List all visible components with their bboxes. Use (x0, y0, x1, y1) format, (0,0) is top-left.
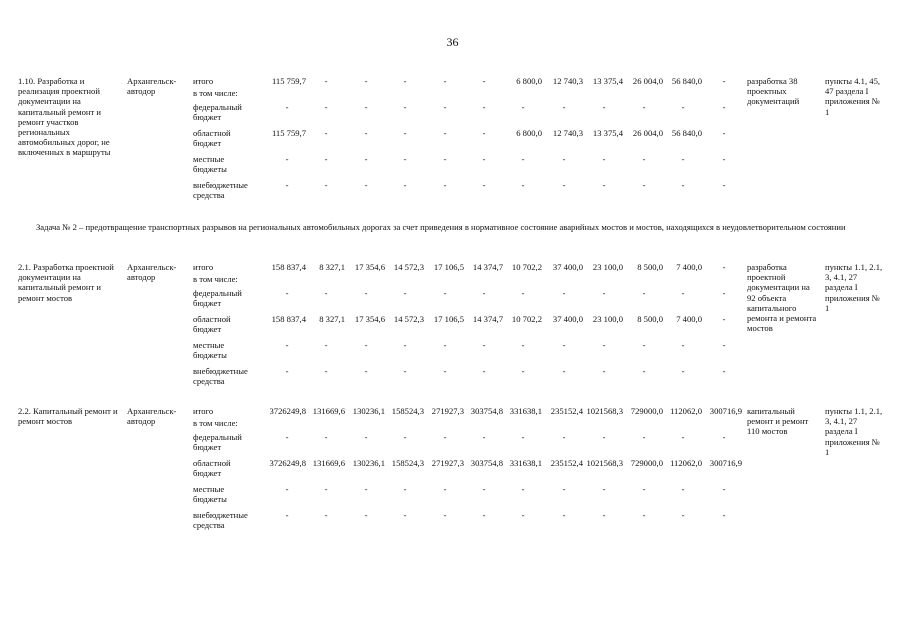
table-cell: 17 106,5 (433, 262, 464, 272)
table-cell: 1021568,3 (586, 458, 623, 468)
table-cell: - (722, 180, 726, 190)
table-cell: - (722, 432, 726, 442)
table-cell: - (324, 510, 328, 520)
table-cell: - (285, 366, 289, 376)
table-cell: 235152,4 (550, 458, 583, 468)
table-cell: - (403, 340, 407, 350)
table-cell: 17 354,6 (354, 262, 385, 272)
table-cell: - (364, 102, 368, 112)
table-cell: - (642, 288, 646, 298)
funding-source-label: местные бюджеты (193, 340, 227, 361)
table-cell: - (521, 484, 525, 494)
table-cell: - (602, 366, 606, 376)
table-cell: 37 400,0 (552, 314, 583, 324)
table-cell: - (722, 484, 726, 494)
measure-name: 2.2. Капитальный ремонт и ремонт мостов (18, 406, 118, 427)
table-cell: - (521, 102, 525, 112)
table-cell: - (722, 340, 726, 350)
table-cell: 130236,1 (352, 406, 385, 416)
table-cell: - (562, 154, 566, 164)
table-cell: - (285, 484, 289, 494)
table-cell: - (642, 432, 646, 442)
table-cell: 37 400,0 (552, 262, 583, 272)
table-cell: - (722, 262, 726, 272)
table-cell: 7 400,0 (676, 314, 702, 324)
table-cell: - (722, 510, 726, 520)
table-cell: - (722, 76, 726, 86)
table-cell: - (642, 154, 646, 164)
table-cell: 14 374,7 (472, 314, 503, 324)
references: пункты 1.1, 2.1, 3, 4.1, 27 раздела I приложения № 1 (825, 262, 883, 313)
table-cell: 158 837,4 (271, 262, 306, 272)
table-cell: - (364, 128, 368, 138)
table-cell: - (722, 288, 726, 298)
funding-source-label: федеральный бюджет (193, 432, 242, 453)
funding-source-label: внебюджетные средства (193, 510, 248, 531)
table-cell: - (443, 510, 447, 520)
table-cell: - (403, 510, 407, 520)
table-cell: - (482, 340, 486, 350)
table-cell: - (521, 288, 525, 298)
table-cell: - (324, 288, 328, 298)
table-cell: 271927,3 (431, 458, 464, 468)
table-cell: 3726249,8 (269, 458, 306, 468)
table-cell: - (602, 154, 606, 164)
table-cell: 3726249,8 (269, 406, 306, 416)
table-cell: 13 375,4 (592, 76, 623, 86)
table-cell: - (324, 154, 328, 164)
table-cell: 131669,6 (312, 458, 345, 468)
table-cell: - (443, 340, 447, 350)
table-cell: - (562, 102, 566, 112)
table-cell: 331638,1 (509, 406, 542, 416)
table-cell: - (602, 288, 606, 298)
table-cell: - (562, 180, 566, 190)
references: пункты 4.1, 45, 47 раздела I приложения № 1 (825, 76, 881, 117)
table-cell: - (285, 154, 289, 164)
table-cell: 158524,3 (391, 406, 424, 416)
table-cell: - (602, 510, 606, 520)
table-cell: 131669,6 (312, 406, 345, 416)
table-cell: - (681, 288, 685, 298)
table-cell: - (285, 510, 289, 520)
table-cell: 23 100,0 (592, 314, 623, 324)
table-cell: 17 354,6 (354, 314, 385, 324)
funding-source-label: местные бюджеты (193, 154, 227, 175)
funding-source-label: итого (193, 262, 214, 272)
table-cell: 235152,4 (550, 406, 583, 416)
expected-result: разработка 38 проектных документаций (747, 76, 800, 107)
funding-source-label: областной бюджет (193, 458, 231, 479)
funding-source-label: местные бюджеты (193, 484, 227, 505)
table-cell: - (602, 484, 606, 494)
table-cell: - (364, 340, 368, 350)
table-cell: - (285, 340, 289, 350)
table-cell: - (642, 366, 646, 376)
table-cell: 23 100,0 (592, 262, 623, 272)
table-cell: - (562, 366, 566, 376)
table-cell: - (403, 366, 407, 376)
table-cell: 10 702,2 (511, 262, 542, 272)
table-cell: 8 500,0 (637, 314, 663, 324)
table-cell: 13 375,4 (592, 128, 623, 138)
table-cell: - (482, 102, 486, 112)
funding-source-label: в том числе: (193, 418, 238, 428)
table-cell: 115 759,7 (271, 128, 306, 138)
table-cell: 6 800,0 (516, 76, 542, 86)
table-cell: - (521, 180, 525, 190)
table-cell: 112062,0 (670, 406, 702, 416)
table-cell: - (562, 432, 566, 442)
table-cell: 8 327,1 (319, 314, 345, 324)
table-cell: - (722, 366, 726, 376)
table-cell: 8 500,0 (637, 262, 663, 272)
table-cell: - (482, 180, 486, 190)
table-cell: - (443, 180, 447, 190)
table-cell: - (562, 510, 566, 520)
table-cell: - (602, 102, 606, 112)
table-cell: - (681, 510, 685, 520)
table-cell: - (602, 340, 606, 350)
table-cell: 56 840,0 (671, 128, 702, 138)
funding-source-label: федеральный бюджет (193, 288, 242, 309)
table-cell: - (443, 484, 447, 494)
table-cell: - (443, 366, 447, 376)
table-cell: - (324, 76, 328, 86)
executor: Архангельск-автодор (127, 406, 177, 427)
expected-result: капитальный ремонт и ремонт 110 мостов (747, 406, 809, 437)
table-cell: - (403, 180, 407, 190)
funding-source-label: в том числе: (193, 88, 238, 98)
table-cell: - (722, 128, 726, 138)
table-cell: - (324, 484, 328, 494)
table-cell: - (602, 180, 606, 190)
table-cell: - (482, 484, 486, 494)
table-cell: - (681, 154, 685, 164)
table-cell: - (364, 76, 368, 86)
table-cell: 10 702,2 (511, 314, 542, 324)
table-cell: - (364, 180, 368, 190)
table-cell: 303754,8 (470, 406, 503, 416)
table-cell: - (722, 154, 726, 164)
table-cell: - (285, 288, 289, 298)
funding-source-label: итого (193, 76, 214, 86)
funding-source-label: областной бюджет (193, 128, 231, 149)
table-cell: 300716,9 (709, 406, 742, 416)
table-cell: - (482, 510, 486, 520)
table-cell: - (403, 154, 407, 164)
table-cell: 14 572,3 (393, 314, 424, 324)
table-cell: 8 327,1 (319, 262, 345, 272)
table-cell: - (602, 432, 606, 442)
table-cell: 729000,0 (630, 458, 663, 468)
table-cell: 12 740,3 (552, 128, 583, 138)
table-cell: 130236,1 (352, 458, 385, 468)
table-cell: - (324, 128, 328, 138)
table-cell: 300716,9 (709, 458, 742, 468)
table-cell: - (521, 366, 525, 376)
table-cell: - (324, 340, 328, 350)
table-cell: - (443, 432, 447, 442)
table-cell: - (681, 340, 685, 350)
table-cell: - (722, 102, 726, 112)
table-cell: 12 740,3 (552, 76, 583, 86)
table-cell: 26 004,0 (632, 128, 663, 138)
table-cell: - (443, 76, 447, 86)
table-cell: - (521, 510, 525, 520)
funding-source-label: областной бюджет (193, 314, 231, 335)
table-cell: 6 800,0 (516, 128, 542, 138)
table-cell: - (642, 180, 646, 190)
table-cell: - (403, 76, 407, 86)
table-cell: - (364, 154, 368, 164)
table-cell: - (285, 102, 289, 112)
table-cell: 14 572,3 (393, 262, 424, 272)
table-cell: - (681, 366, 685, 376)
funding-source-label: федеральный бюджет (193, 102, 242, 123)
table-cell: - (681, 484, 685, 494)
table-cell: 115 759,7 (271, 76, 306, 86)
funding-source-label: итого (193, 406, 214, 416)
measure-name: 2.1. Разработка проектной документации на капитальный ремонт и ремонт мостов (18, 262, 114, 303)
table-cell: - (403, 102, 407, 112)
table-cell: 112062,0 (670, 458, 702, 468)
table-cell: - (722, 314, 726, 324)
table-cell: - (642, 510, 646, 520)
funding-source-label: внебюджетные средства (193, 180, 248, 201)
table-cell: - (482, 366, 486, 376)
table-cell: - (364, 432, 368, 442)
table-cell: - (681, 180, 685, 190)
table-cell: 158524,3 (391, 458, 424, 468)
table-cell: 331638,1 (509, 458, 542, 468)
table-cell: 1021568,3 (586, 406, 623, 416)
table-cell: - (324, 432, 328, 442)
table-cell: - (482, 128, 486, 138)
table-cell: 14 374,7 (472, 262, 503, 272)
table-cell: - (482, 288, 486, 298)
table-cell: - (562, 484, 566, 494)
funding-source-label: внебюджетные средства (193, 366, 248, 387)
table-cell: 158 837,4 (271, 314, 306, 324)
table-cell: - (403, 484, 407, 494)
table-cell: - (364, 366, 368, 376)
table-cell: - (521, 340, 525, 350)
references: пункты 1.1, 2.1, 3, 4.1, 27 раздела I приложения № 1 (825, 406, 883, 457)
table-cell: - (482, 154, 486, 164)
table-cell: 17 106,5 (433, 314, 464, 324)
table-cell: - (364, 288, 368, 298)
table-cell: - (285, 432, 289, 442)
table-cell: 303754,8 (470, 458, 503, 468)
table-cell: 7 400,0 (676, 262, 702, 272)
page-number: 36 (446, 35, 459, 49)
table-cell: - (403, 432, 407, 442)
table-cell: - (443, 288, 447, 298)
table-cell: - (403, 128, 407, 138)
executor: Архангельск-автодор (127, 262, 177, 283)
table-cell: 56 840,0 (671, 76, 702, 86)
task-2-heading: Задача № 2 – предотвращение транспортных разрывов на региональных автомобильных дорогах за счет приведения в нормативное состояние аварийных мостов и мостов, находящихся в неудовлетворительном состоянии (36, 222, 846, 232)
table-cell: - (521, 154, 525, 164)
table-cell: - (364, 484, 368, 494)
table-cell: 271927,3 (431, 406, 464, 416)
executor: Архангельск-автодор (127, 76, 177, 97)
expected-result: разработка проектной документации на 92 объекта капитального ремонта и ремонта мостов (747, 262, 817, 334)
table-cell: - (482, 76, 486, 86)
table-cell: - (364, 510, 368, 520)
table-cell: - (681, 432, 685, 442)
table-cell: - (642, 340, 646, 350)
table-cell: - (324, 180, 328, 190)
table-cell: - (324, 366, 328, 376)
table-cell: - (562, 340, 566, 350)
table-cell: 729000,0 (630, 406, 663, 416)
table-cell: - (443, 128, 447, 138)
measure-name: 1.10. Разработка и реализация проектной документации на капитальный ремонт и ремонт участков региональных автомобильных дорог, не включенных в маршруты (18, 76, 111, 158)
table-cell: - (521, 432, 525, 442)
table-cell: - (642, 102, 646, 112)
table-cell: - (443, 154, 447, 164)
table-cell: - (324, 102, 328, 112)
funding-source-label: в том числе: (193, 274, 238, 284)
table-cell: - (443, 102, 447, 112)
table-cell: - (285, 180, 289, 190)
table-cell: 26 004,0 (632, 76, 663, 86)
table-cell: - (681, 102, 685, 112)
table-cell: - (482, 432, 486, 442)
table-cell: - (403, 288, 407, 298)
table-cell: - (562, 288, 566, 298)
table-cell: - (642, 484, 646, 494)
